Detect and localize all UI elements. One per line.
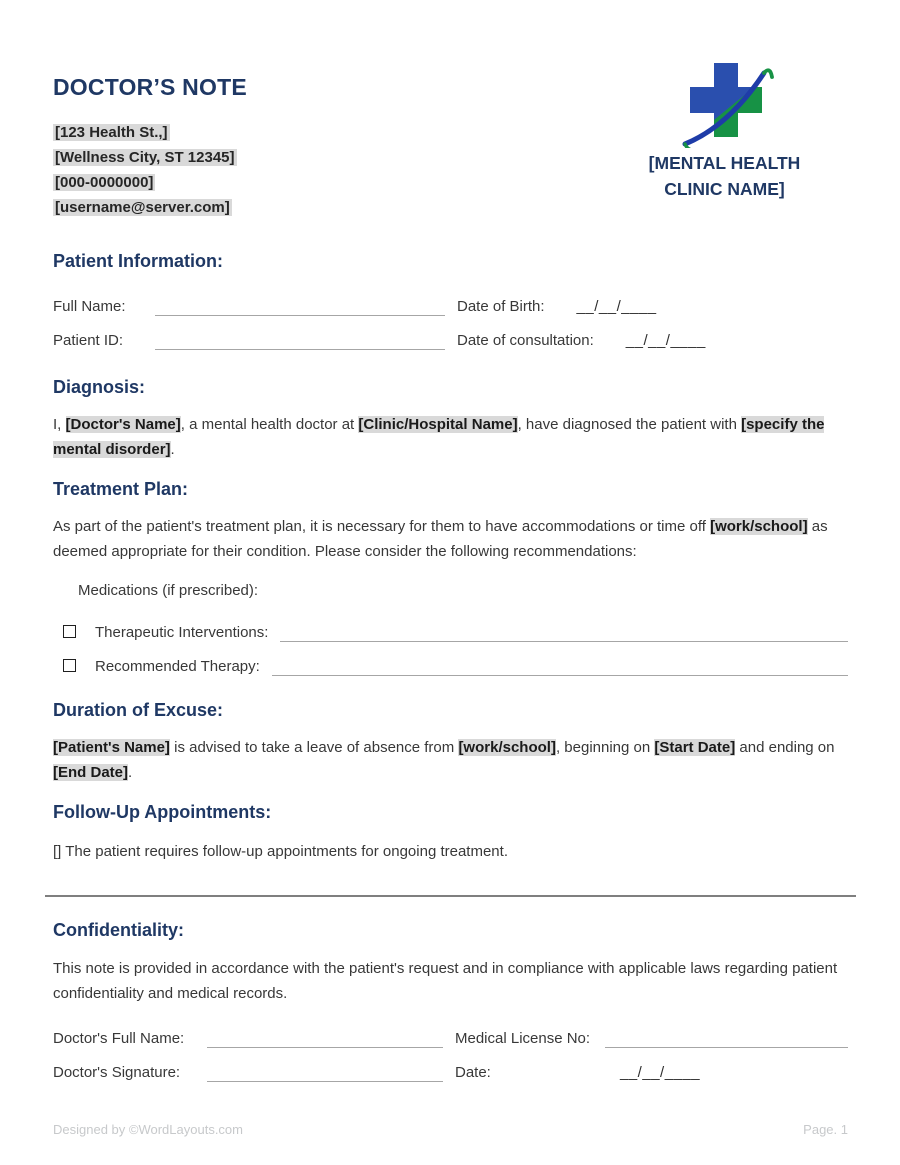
address-city: [Wellness City, ST 12345]	[55, 149, 235, 166]
doctor-name-field[interactable]	[207, 1022, 443, 1048]
full-name-field[interactable]	[155, 290, 445, 316]
treatment-plan-paragraph: As part of the patient's treatment plan, it is necessary for them to have accommodations or time off [work/school] as deemed appropriate for their condition. Please consider the following recommendations:	[53, 518, 828, 560]
date-label: Date:	[455, 1064, 491, 1081]
duration-paragraph: [Patient's Name] is advised to take a leave of absence from [work/school], beginning on [Start Date] and ending on [End Date].	[53, 739, 835, 781]
recommended-therapy-label: Recommended Therapy:	[95, 658, 260, 675]
therapeutic-interventions-row	[53, 610, 848, 642]
therapeutic-interventions-field[interactable]	[280, 616, 848, 642]
page-number: Page. 1	[803, 1122, 848, 1137]
page-footer	[53, 1122, 848, 1137]
therapeutic-interventions-checkbox[interactable]	[63, 625, 76, 638]
medical-license-field[interactable]	[605, 1022, 848, 1048]
header	[53, 74, 848, 222]
doctor-signature-row	[53, 1052, 848, 1082]
patient-id-label: Patient ID:	[53, 332, 124, 349]
date-field[interactable]: __/__/____	[620, 1064, 701, 1081]
full-name-row	[53, 286, 848, 316]
follow-up-heading: Follow-Up Appointments:	[53, 802, 272, 822]
clinic-name-line2: CLINIC NAME]	[664, 179, 785, 199]
patient-id-row	[53, 320, 848, 350]
recommended-therapy-field[interactable]	[272, 650, 848, 676]
recommended-therapy-row	[53, 644, 848, 676]
diagnosis-heading: Diagnosis:	[53, 377, 146, 397]
medical-cross-swoosh-icon	[675, 60, 775, 148]
dob-label: Date of Birth:	[457, 298, 545, 315]
doctor-name-label: Doctor's Full Name:	[53, 1030, 185, 1047]
designer-credit: Designed by ©WordLayouts.com	[53, 1122, 243, 1137]
dob-field[interactable]: __/__/____	[576, 298, 657, 315]
patient-information-heading: Patient Information:	[53, 251, 223, 271]
doctor-name-row	[53, 1018, 848, 1048]
doctor-signature-label: Doctor's Signature:	[53, 1064, 181, 1081]
patient-id-field[interactable]	[155, 324, 445, 350]
confidentiality-paragraph: This note is provided in accordance with the patient's request and in compliance with applicable laws regarding patient confidentiality and medical records.	[53, 960, 838, 1002]
clinic-name-line1: [MENTAL HEALTH	[648, 153, 801, 173]
confidentiality-heading: Confidentiality:	[53, 920, 184, 940]
therapeutic-interventions-label: Therapeutic Interventions:	[95, 624, 269, 641]
treatment-plan-heading: Treatment Plan:	[53, 479, 189, 499]
diagnosis-paragraph: I, [Doctor's Name], a mental health doctor at [Clinic/Hospital Name], have diagnosed the patient with [specify the mental disorder].	[53, 416, 825, 458]
medical-license-label: Medical License No:	[455, 1030, 591, 1047]
clinic-name	[607, 150, 842, 202]
clinic-logo	[607, 60, 842, 202]
full-name-label: Full Name:	[53, 298, 126, 315]
address-email: [username@server.com]	[55, 199, 230, 216]
consultation-date-field[interactable]: __/__/____	[625, 332, 706, 349]
address-phone: [000-0000000]	[55, 174, 154, 191]
doctor-signature-field[interactable]	[207, 1056, 443, 1082]
consultation-date-label: Date of consultation:	[457, 332, 594, 349]
recommended-therapy-checkbox[interactable]	[63, 659, 76, 672]
address-street: [123 Health St.,]	[55, 124, 168, 141]
follow-up-text: [] The patient requires follow-up appointments for ongoing treatment.	[53, 843, 508, 860]
duration-heading: Duration of Excuse:	[53, 700, 224, 720]
section-divider	[45, 895, 856, 897]
page-title: DOCTOR’S NOTE	[53, 74, 247, 100]
medications-label: Medications (if prescribed):	[78, 582, 259, 599]
